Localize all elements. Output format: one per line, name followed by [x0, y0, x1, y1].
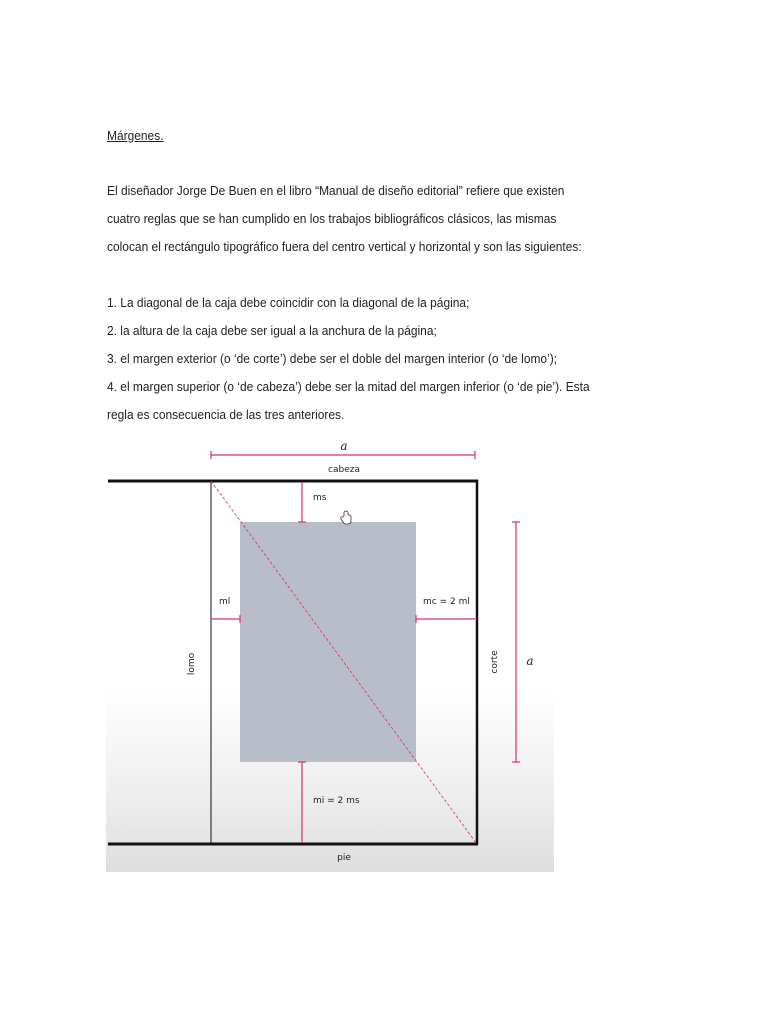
rule-line-3: 3. el margen exterior (o ‘de corte’) debe ser el doble del margen interior (o ‘de lomo’);	[107, 351, 558, 366]
rule-line-1: 1. La diagonal de la caja debe coincidir con la diagonal de la página;	[107, 295, 470, 310]
top-dimension-label: a	[340, 439, 348, 453]
mc-label: mc = 2 ml	[423, 597, 470, 607]
pie-label: pie	[337, 853, 351, 863]
cabeza-label: cabeza	[328, 465, 360, 475]
rule-line-5: regla es consecuencia de las tres anteriores.	[107, 407, 345, 422]
rule-line-2: 2. la altura de la caja debe ser igual a la anchura de la página;	[107, 323, 437, 338]
corte-label: corte	[490, 650, 500, 674]
ml-label: ml	[219, 597, 231, 607]
rule-line-4: 4. el margen superior (o ‘de cabeza’) debe ser la mitad del margen inferior (o ‘de pie’). Esta	[107, 379, 590, 394]
mi-label: mi = 2 ms	[313, 796, 360, 806]
margins-diagram-svg	[106, 436, 554, 872]
intro-line-1: El diseñador Jorge De Buen en el libro “Manual de diseño editorial” refiere que existen	[107, 183, 565, 198]
intro-line-2: cuatro reglas que se han cumplido en los trabajos bibliográficos clásicos, las mismas	[107, 211, 557, 226]
section-title: Márgenes.	[107, 128, 164, 143]
intro-line-3: colocan el rectángulo tipográfico fuera del centro vertical y horizontal y son las siguientes:	[107, 239, 582, 254]
side-dimension-label: a	[526, 654, 534, 668]
text-block-rect	[240, 522, 416, 762]
lomo-label: lomo	[187, 652, 197, 676]
margins-diagram	[106, 436, 554, 872]
ms-label: ms	[313, 493, 327, 503]
